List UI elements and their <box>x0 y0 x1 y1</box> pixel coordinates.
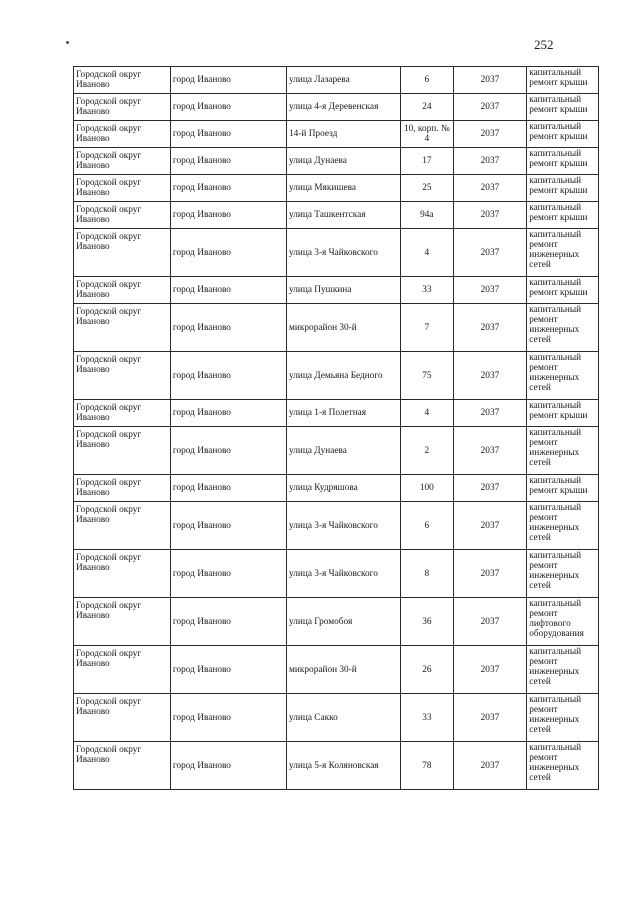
city-cell: город Иваново <box>170 304 286 352</box>
city-cell: город Иваново <box>170 742 286 790</box>
municipality-line: Иваново <box>76 242 110 252</box>
municipality-line: Иваново <box>76 563 110 573</box>
work-type-line: капитальный <box>529 176 582 186</box>
page-number: 252 <box>534 37 554 52</box>
city-cell: город Иваново <box>170 598 286 646</box>
table-row <box>74 742 599 790</box>
year-cell: 2037 <box>453 202 527 229</box>
work-type-cell <box>527 304 599 352</box>
municipality-line: Городской округ <box>76 505 142 515</box>
work-type-line: капитальный <box>529 68 582 78</box>
table-row <box>74 646 599 694</box>
work-type-line: ремонт <box>529 609 558 619</box>
work-type-line: ремонт крыши <box>529 105 588 115</box>
year-cell: 2037 <box>453 94 527 121</box>
city-cell: город Иваново <box>170 94 286 121</box>
work-type-line: ремонт <box>529 513 558 523</box>
street-cell: 14-й Проезд <box>287 121 401 148</box>
house-number-cell: 26 <box>401 646 454 694</box>
municipality-line: Городской округ <box>76 151 142 161</box>
city-cell: город Иваново <box>170 502 286 550</box>
work-type-line: ремонт крыши <box>529 78 588 88</box>
street-cell: улица 3-я Чайковского <box>287 229 401 277</box>
year-cell: 2037 <box>453 352 527 400</box>
municipality-line: Иваново <box>76 188 110 198</box>
municipality-line: Иваново <box>76 317 110 327</box>
city-cell: город Иваново <box>170 67 286 94</box>
municipality-line: Городской округ <box>76 205 142 215</box>
work-type-line: ремонт <box>529 438 558 448</box>
work-type-line: капитальный <box>529 278 582 288</box>
house-number-cell: 7 <box>401 304 454 352</box>
street-cell: улица Громобоя <box>287 598 401 646</box>
work-type-line: сетей <box>529 458 551 468</box>
house-number-cell: 2 <box>401 427 454 475</box>
year-cell: 2037 <box>453 475 527 502</box>
municipality-cell <box>74 598 171 646</box>
work-type-line: инженерных <box>529 325 580 335</box>
table-row <box>74 94 599 121</box>
street-cell: улица Кудряшова <box>287 475 401 502</box>
street-cell: улица Лазарева <box>287 67 401 94</box>
house-number-cell: 10, корп. № 4 <box>401 121 454 148</box>
work-type-line: капитальный <box>529 743 582 753</box>
work-type-line: сетей <box>529 773 551 783</box>
house-number-cell: 100 <box>401 475 454 502</box>
work-type-cell <box>527 175 599 202</box>
municipality-cell <box>74 475 171 502</box>
municipality-line: Иваново <box>76 515 110 525</box>
work-type-line: капитальный <box>529 149 582 159</box>
municipality-cell <box>74 67 171 94</box>
year-cell: 2037 <box>453 694 527 742</box>
work-type-cell <box>527 94 599 121</box>
city-cell: город Иваново <box>170 277 286 304</box>
house-number-cell: 33 <box>401 694 454 742</box>
table-row <box>74 502 599 550</box>
work-type-line: капитальный <box>529 599 582 609</box>
work-type-cell <box>527 400 599 427</box>
year-cell: 2037 <box>453 427 527 475</box>
year-cell: 2037 <box>453 304 527 352</box>
municipality-line: Иваново <box>76 290 110 300</box>
street-cell: улица Дунаева <box>287 148 401 175</box>
street-cell: улица Демьяна Бедного <box>287 352 401 400</box>
work-type-line: капитальный <box>529 401 582 411</box>
work-type-line: лифтового <box>529 619 571 629</box>
municipality-cell <box>74 202 171 229</box>
work-type-cell <box>527 352 599 400</box>
work-type-line: сетей <box>529 383 551 393</box>
municipality-line: Иваново <box>76 659 110 669</box>
municipality-cell <box>74 646 171 694</box>
work-type-line: ремонт крыши <box>529 132 588 142</box>
table-row <box>74 694 599 742</box>
work-type-line: сетей <box>529 677 551 687</box>
house-number-cell: 6 <box>401 67 454 94</box>
work-type-cell <box>527 202 599 229</box>
registry-table-body <box>74 67 599 790</box>
municipality-cell <box>74 352 171 400</box>
work-type-line: ремонт крыши <box>529 213 588 223</box>
table-row <box>74 352 599 400</box>
city-cell: город Иваново <box>170 475 286 502</box>
work-type-line: инженерных <box>529 250 580 260</box>
work-type-cell <box>527 148 599 175</box>
work-type-line: инженерных <box>529 571 580 581</box>
work-type-line: инженерных <box>529 715 580 725</box>
work-type-line: капитальный <box>529 647 582 657</box>
house-number-cell: 8 <box>401 550 454 598</box>
city-cell: город Иваново <box>170 175 286 202</box>
work-type-line: сетей <box>529 260 551 270</box>
city-cell: город Иваново <box>170 202 286 229</box>
year-cell: 2037 <box>453 598 527 646</box>
year-cell: 2037 <box>453 121 527 148</box>
work-type-line: капитальный <box>529 122 582 132</box>
work-type-line: капитальный <box>529 476 582 486</box>
table-row <box>74 202 599 229</box>
work-type-line: сетей <box>529 725 551 735</box>
municipality-line: Иваново <box>76 80 110 90</box>
city-cell: город Иваново <box>170 121 286 148</box>
work-type-line: капитальный <box>529 230 582 240</box>
municipality-cell <box>74 175 171 202</box>
house-number-cell: 78 <box>401 742 454 790</box>
street-cell: улица Сакко <box>287 694 401 742</box>
city-cell: город Иваново <box>170 400 286 427</box>
work-type-line: оборудования <box>529 629 584 639</box>
work-type-cell <box>527 742 599 790</box>
municipality-line: Городской округ <box>76 280 142 290</box>
municipality-line: Городской округ <box>76 553 142 563</box>
table-row <box>74 304 599 352</box>
work-type-line: ремонт крыши <box>529 411 588 421</box>
table-row <box>74 427 599 475</box>
house-number-cell: 75 <box>401 352 454 400</box>
work-type-line: ремонт <box>529 705 558 715</box>
work-type-line: капитальный <box>529 503 582 513</box>
year-cell: 2037 <box>453 550 527 598</box>
table-row <box>74 400 599 427</box>
municipality-line: Иваново <box>76 107 110 117</box>
work-type-line: инженерных <box>529 373 580 383</box>
work-type-cell <box>527 475 599 502</box>
work-type-cell <box>527 229 599 277</box>
municipality-line: Городской округ <box>76 649 142 659</box>
work-type-line: ремонт <box>529 561 558 571</box>
street-cell: микрорайон 30-й <box>287 304 401 352</box>
municipality-line: Городской округ <box>76 430 142 440</box>
work-type-cell <box>527 550 599 598</box>
municipality-line: Иваново <box>76 215 110 225</box>
table-row <box>74 229 599 277</box>
work-type-line: ремонт <box>529 240 558 250</box>
municipality-line: Иваново <box>76 488 110 498</box>
municipality-line: Городской округ <box>76 97 142 107</box>
table-row <box>74 67 599 94</box>
year-cell: 2037 <box>453 277 527 304</box>
year-cell: 2037 <box>453 175 527 202</box>
work-type-line: капитальный <box>529 95 582 105</box>
work-type-cell <box>527 646 599 694</box>
municipality-cell <box>74 121 171 148</box>
work-type-line: сетей <box>529 335 551 345</box>
municipality-cell <box>74 277 171 304</box>
street-cell: улица 3-я Чайковского <box>287 550 401 598</box>
municipality-cell <box>74 229 171 277</box>
work-type-line: капитальный <box>529 203 582 213</box>
municipality-line: Иваново <box>76 707 110 717</box>
year-cell: 2037 <box>453 67 527 94</box>
municipality-line: Городской округ <box>76 307 142 317</box>
table-row <box>74 175 599 202</box>
street-cell: улица 1-я Полетная <box>287 400 401 427</box>
work-type-line: ремонт крыши <box>529 159 588 169</box>
city-cell: город Иваново <box>170 694 286 742</box>
work-type-cell <box>527 502 599 550</box>
municipality-line: Городской округ <box>76 124 142 134</box>
house-number-cell: 94а <box>401 202 454 229</box>
house-number-cell: 33 <box>401 277 454 304</box>
year-cell: 2037 <box>453 148 527 175</box>
municipality-line: Иваново <box>76 134 110 144</box>
street-cell: улица 3-я Чайковского <box>287 502 401 550</box>
table-row <box>74 475 599 502</box>
work-type-line: капитальный <box>529 353 582 363</box>
municipality-line: Городской округ <box>76 355 142 365</box>
house-number-cell: 36 <box>401 598 454 646</box>
municipality-line: Иваново <box>76 611 110 621</box>
municipality-cell <box>74 502 171 550</box>
municipality-cell <box>74 94 171 121</box>
work-type-cell <box>527 277 599 304</box>
repair-registry-table <box>73 66 599 790</box>
work-type-line: капитальный <box>529 551 582 561</box>
work-type-line: ремонт крыши <box>529 288 588 298</box>
municipality-line: Иваново <box>76 755 110 765</box>
municipality-cell <box>74 304 171 352</box>
municipality-line: Иваново <box>76 413 110 423</box>
municipality-line: Иваново <box>76 440 110 450</box>
municipality-cell <box>74 427 171 475</box>
work-type-line: капитальный <box>529 305 582 315</box>
street-cell: улица 5-я Коляновская <box>287 742 401 790</box>
municipality-line: Городской округ <box>76 70 142 80</box>
city-cell: город Иваново <box>170 229 286 277</box>
house-number-cell: 4 <box>401 229 454 277</box>
municipality-line: Городской округ <box>76 745 142 755</box>
work-type-line: инженерных <box>529 667 580 677</box>
street-cell: микрорайон 30-й <box>287 646 401 694</box>
work-type-line: капитальный <box>529 428 582 438</box>
municipality-line: Городской округ <box>76 403 142 413</box>
street-cell: улица Дунаева <box>287 427 401 475</box>
street-cell: улица Мякишева <box>287 175 401 202</box>
work-type-line: ремонт <box>529 315 558 325</box>
year-cell: 2037 <box>453 646 527 694</box>
municipality-cell <box>74 400 171 427</box>
year-cell: 2037 <box>453 400 527 427</box>
municipality-cell <box>74 742 171 790</box>
work-type-cell <box>527 694 599 742</box>
municipality-cell <box>74 148 171 175</box>
municipality-line: Иваново <box>76 161 110 171</box>
work-type-line: ремонт крыши <box>529 486 588 496</box>
work-type-line: ремонт <box>529 657 558 667</box>
house-number-cell: 4 <box>401 400 454 427</box>
municipality-line: Городской округ <box>76 178 142 188</box>
table-row <box>74 121 599 148</box>
work-type-cell <box>527 67 599 94</box>
city-cell: город Иваново <box>170 427 286 475</box>
table-row <box>74 148 599 175</box>
work-type-line: инженерных <box>529 763 580 773</box>
municipality-line: Городской округ <box>76 478 142 488</box>
work-type-cell <box>527 427 599 475</box>
street-cell: улица 4-я Деревенская <box>287 94 401 121</box>
year-cell: 2037 <box>453 502 527 550</box>
work-type-line: сетей <box>529 533 551 543</box>
house-number-cell: 6 <box>401 502 454 550</box>
municipality-line: Городской округ <box>76 232 142 242</box>
municipality-cell <box>74 550 171 598</box>
work-type-line: ремонт <box>529 363 558 373</box>
work-type-line: ремонт <box>529 753 558 763</box>
table-row <box>74 598 599 646</box>
scan-artifact-dot <box>66 41 69 44</box>
work-type-line: инженерных <box>529 523 580 533</box>
city-cell: город Иваново <box>170 646 286 694</box>
work-type-line: сетей <box>529 581 551 591</box>
municipality-line: Городской округ <box>76 697 142 707</box>
table-row <box>74 550 599 598</box>
city-cell: город Иваново <box>170 352 286 400</box>
year-cell: 2037 <box>453 742 527 790</box>
work-type-cell <box>527 598 599 646</box>
municipality-line: Иваново <box>76 365 110 375</box>
year-cell: 2037 <box>453 229 527 277</box>
work-type-cell <box>527 121 599 148</box>
work-type-line: инженерных <box>529 448 580 458</box>
work-type-line: капитальный <box>529 695 582 705</box>
house-number-cell: 17 <box>401 148 454 175</box>
municipality-cell <box>74 694 171 742</box>
city-cell: город Иваново <box>170 148 286 175</box>
city-cell: город Иваново <box>170 550 286 598</box>
house-number-cell: 24 <box>401 94 454 121</box>
house-number-cell: 25 <box>401 175 454 202</box>
work-type-line: ремонт крыши <box>529 186 588 196</box>
municipality-line: Городской округ <box>76 601 142 611</box>
street-cell: улица Пушкина <box>287 277 401 304</box>
street-cell: улица Ташкентская <box>287 202 401 229</box>
table-row <box>74 277 599 304</box>
